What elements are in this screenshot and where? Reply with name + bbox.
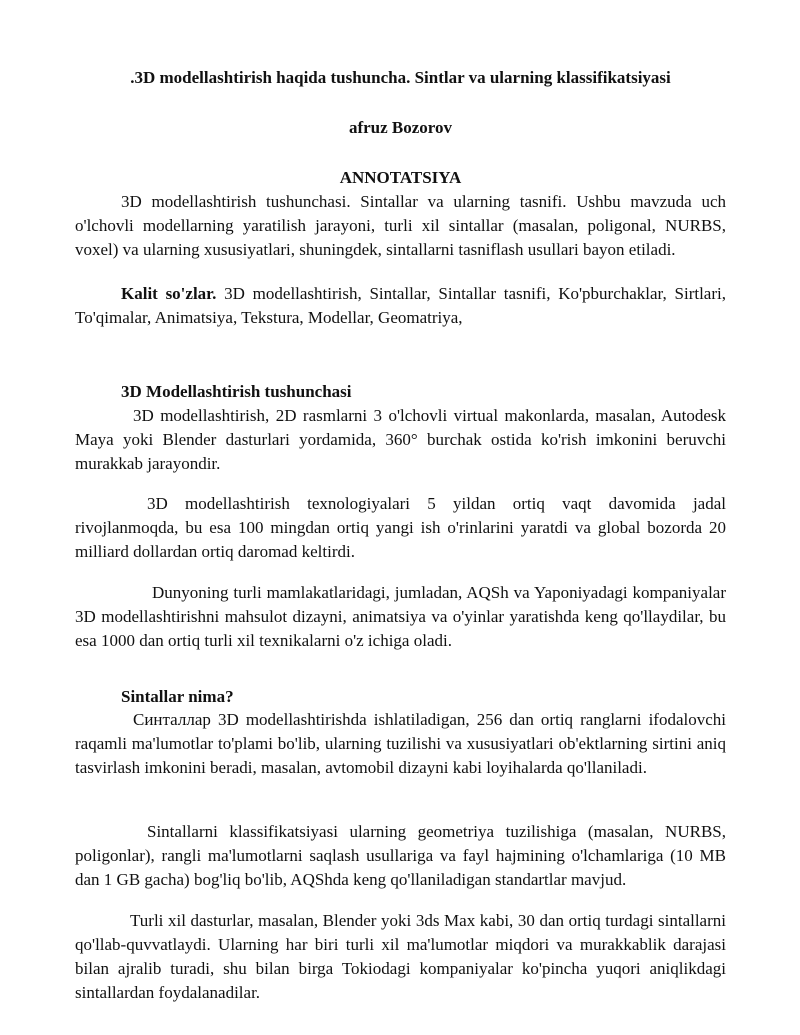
- annotation-paragraph: 3D modellashtirish tushunchasi. Sintallar va ularning tasnifi. Ushbu mavzuda uch o'lchovli modellarning yaratilish jarayoni, turli xil sintallar (masalan, poligonal, NURBS, voxel) va ularning xususiyatlari, shuningdek, sintallarni tasniflash usullari bayon etiladi.: [75, 192, 726, 259]
- paragraph: Синталлар 3D modellashtirishda ishlatiladigan, 256 dan ortiq ranglarni ifodalovchi raqamli ma'lumotlar to'plami bo'lib, ularning tuzilishi va xususiyatlari ob'ektlarning sirtini aniq tasvirlash imkonini beradi, masalan, avtomobil dizayni kabi loyihalarda qo'llaniladi.: [75, 710, 726, 777]
- section-heading-modelling: 3D Modellashtirish tushunchasi: [121, 382, 352, 401]
- paragraph: 3D modellashtirish texnologiyalari 5 yildan ortiq vaqt davomida jadal rivojlanmoqda, bu esa 100 mingdan ortiq yangi ish o'rinlarini yaratdi va global bozorda 20 milliard dollardan ortiq daromad keltirdi.: [75, 494, 726, 561]
- keywords-text: 3D modellashtirish, Sintallar, Sintallar tasnifi, Ko'pburchaklar, Sirtlari, To'qimalar, Animatsiya, Tekstura, Modellar, Geomatriya,: [75, 284, 726, 327]
- paragraph: Dunyoning turli mamlakatlaridagi, jumladan, AQSh va Yaponiyadagi kompaniyalar 3D modellashtirishni mahsulot dizayni, animatsiya va o'yinlar yaratishda keng qo'llaydilar, bu esa 1000 dan ortiq turli xil texnikalarni o'z ichiga oladi.: [75, 583, 726, 650]
- keywords-paragraph: [75, 282, 726, 330]
- annotation-heading: ANNOTATSIYA: [339, 168, 462, 187]
- keywords-label: Kalit so'zlar.: [121, 284, 217, 303]
- section-heading-sintallar: Sintallar nima?: [121, 687, 234, 706]
- document-title: .3D modellashtirish haqida tushuncha. Sintlar va ularning klassifikatsiyasi: [130, 68, 671, 87]
- author-name: afruz Bozorov: [348, 118, 453, 137]
- paragraph: Sintallarni klassifikatsiyasi ularning geometriya tuzilishiga (masalan, NURBS, poligonlar), rangli ma'lumotlarni saqlash usullariga va fayl hajmining o'lchamlariga (10 MB dan 1 GB gacha) bog'liq bo'lib, AQShda keng qo'llaniladigan standartlar mavjud.: [75, 822, 726, 889]
- paragraph: Turli xil dasturlar, masalan, Blender yoki 3ds Max kabi, 30 dan ortiq turdagi sintallarni qo'llab-quvvatlaydi. Ularning har biri turli xil ma'lumotlar miqdori va murakkablik darajasi bilan ajralib turadi, shu bilan birga Tokiodagi kompaniyalar ko'pincha yuqori aniqlikdagi sintallardan foydalanadilar.: [75, 911, 726, 1002]
- paragraph: 3D modellashtirish, 2D rasmlarni 3 o'lchovli virtual makonlarda, masalan, Autodesk Maya yoki Blender dasturlari yordamida, 360° burchak ostida ko'rish imkonini beruvchi murakkab jarayondir.: [75, 406, 726, 473]
